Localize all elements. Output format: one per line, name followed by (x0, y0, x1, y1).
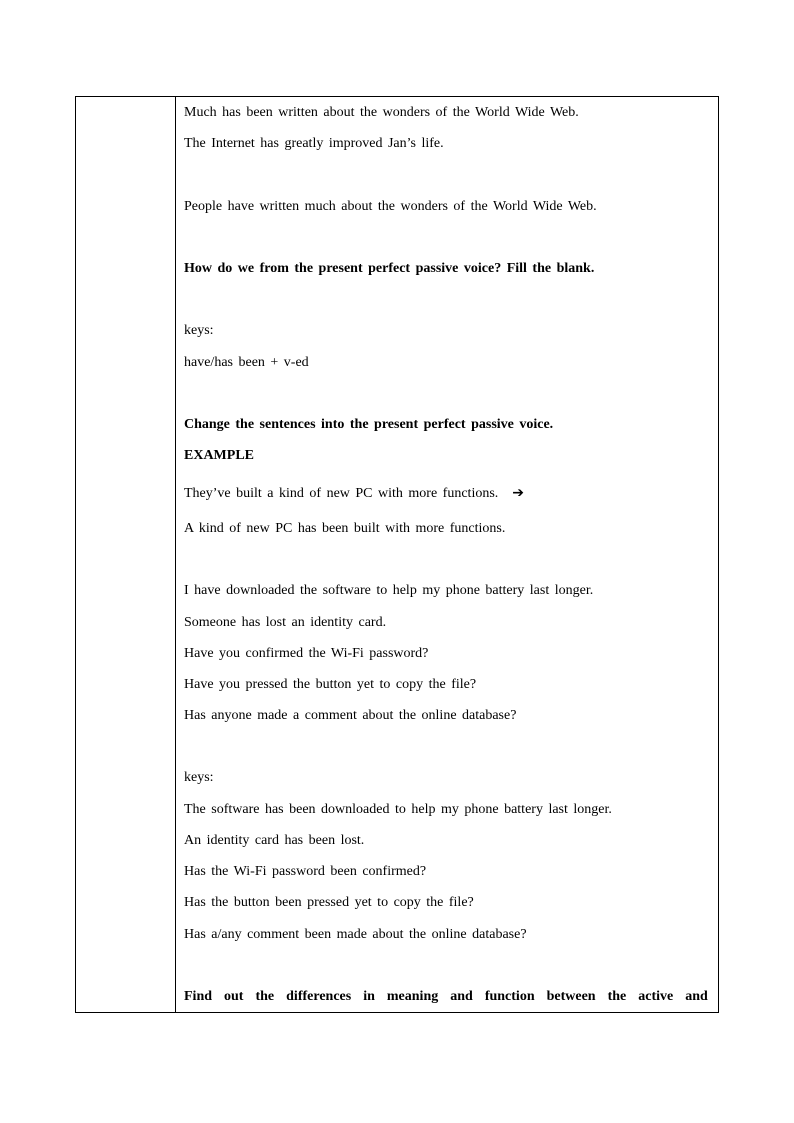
final-word: out (224, 989, 244, 1004)
final-word: Find (184, 989, 213, 1004)
exercise-item-1: I have downloaded the software to help my phone battery last longer. (184, 583, 594, 598)
right-arrow-icon: ➔ (512, 485, 525, 501)
formula-answer: have/has been + v-ed (184, 355, 309, 370)
question-heading: How do we from the present perfect passive voice? Fill the blank. (184, 261, 595, 276)
final-word: differences (286, 989, 352, 1004)
example-active (184, 484, 524, 503)
active-sentence: People have written much about the wonders of the World Wide Web. (184, 199, 597, 214)
answer-item-3: Has the Wi-Fi password been confirmed? (184, 864, 427, 879)
exercise-item-5: Has anyone made a comment about the online database? (184, 708, 517, 723)
table-left-column (76, 97, 176, 1012)
example-sentence-1: Much has been written about the wonders of the World Wide Web. (184, 105, 579, 120)
example-passive: A kind of new PC has been built with more functions. (184, 521, 506, 536)
exercise-item-4: Have you pressed the button yet to copy the file? (184, 677, 477, 692)
final-word: and (450, 989, 473, 1004)
final-word: the (255, 989, 275, 1004)
keys-label-2: keys: (184, 770, 214, 785)
answer-item-4: Has the button been pressed yet to copy the file? (184, 895, 474, 910)
final-word: meaning (386, 989, 439, 1004)
final-word: function (484, 989, 535, 1004)
final-task-heading (184, 988, 708, 1006)
final-word: and (685, 989, 708, 1004)
keys-label-1: keys: (184, 323, 214, 338)
table-content-column (176, 97, 718, 1012)
answer-item-2: An identity card has been lost. (184, 833, 365, 848)
final-word: active (638, 989, 674, 1004)
answer-item-1: The software has been downloaded to help my phone battery last longer. (184, 802, 612, 817)
exercise-item-3: Have you confirmed the Wi-Fi password? (184, 646, 429, 661)
exercise-item-2: Someone has lost an identity card. (184, 615, 387, 630)
final-word: between (546, 989, 596, 1004)
example-sentence-2: The Internet has greatly improved Jan’s life. (184, 136, 444, 151)
exercise-instruction: Change the sentences into the present perfect passive voice. (184, 417, 554, 432)
example-label: EXAMPLE (184, 448, 254, 463)
example-active-text: They’ve built a kind of new PC with more functions. (184, 486, 499, 501)
answer-item-5: Has a/any comment been made about the online database? (184, 927, 527, 942)
final-word: the (607, 989, 627, 1004)
final-word: in (363, 989, 375, 1004)
lesson-table (75, 96, 719, 1013)
